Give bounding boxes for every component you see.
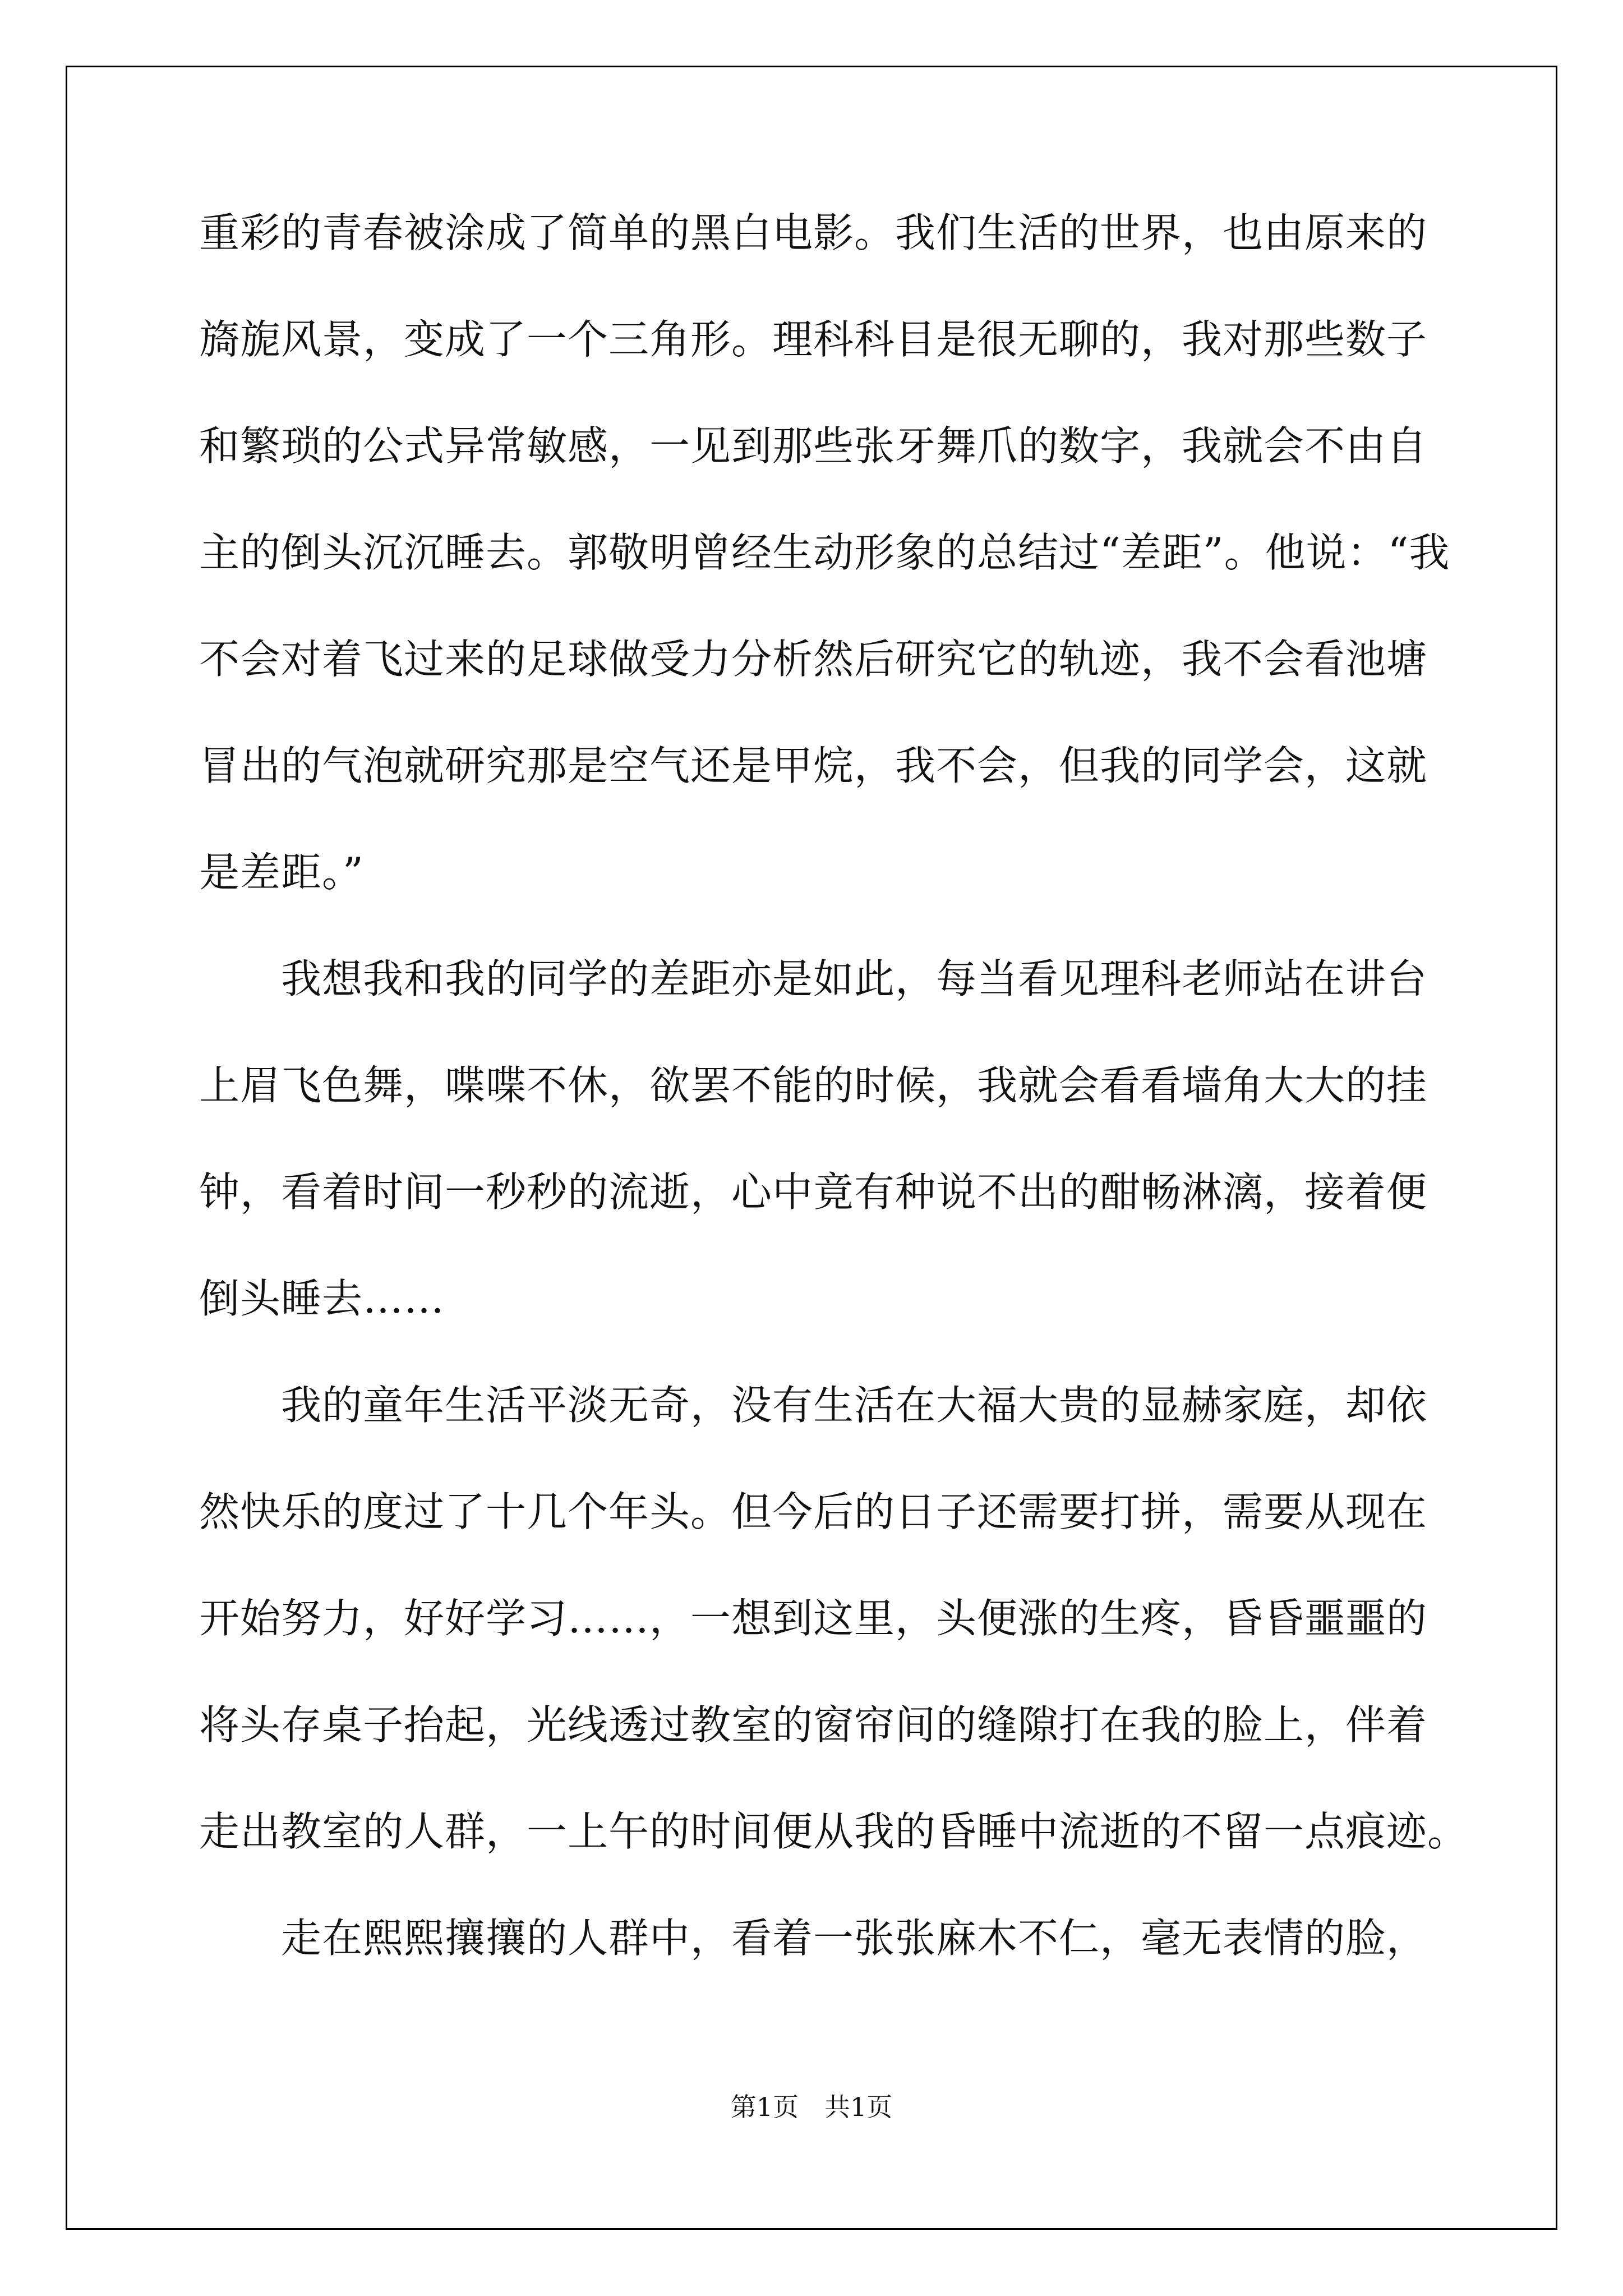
page-border bbox=[66, 66, 1557, 2230]
text-line-4: 主的倒头沉沉睡去。郭敬明曾经生动形象的总结过“差距”。他说：“我 bbox=[199, 529, 1450, 576]
text-line-9: 上眉飞色舞，喋喋不休，欲罢不能的时候，我就会看看墙角大大的挂 bbox=[199, 1062, 1428, 1109]
text-line-10: 钟，看着时间一秒秒的流逝，心中竟有种说不出的酣畅淋漓，接着便 bbox=[199, 1168, 1428, 1216]
text-line-3: 和繁琐的公式异常敏感，一见到那些张牙舞爪的数字，我就会不由自 bbox=[199, 422, 1428, 470]
text-line-8: 我想我和我的同学的差距亦是如此，每当看见理科老师站在讲台 bbox=[199, 955, 1428, 1002]
text-line-16: 走出教室的人群，一上午的时间便从我的昏睡中流逝的不留一点痕迹。 bbox=[199, 1808, 1469, 1855]
text-line-13: 然快乐的度过了十几个年头。但今后的日子还需要打拼，需要从现在 bbox=[199, 1488, 1428, 1535]
page-footer: 第1页 共1页 bbox=[730, 2092, 893, 2122]
text-line-5: 不会对着飞过来的足球做受力分析然后研究它的轨迹，我不会看池塘 bbox=[199, 636, 1428, 683]
text-line-2: 旖旎风景，变成了一个三角形。理科科目是很无聊的，我对那些数子 bbox=[199, 316, 1428, 363]
text-line-15: 将头存桌子抬起，光线透过教室的窗帘间的缝隙打在我的脸上，伴着 bbox=[199, 1701, 1428, 1749]
text-line-12: 我的童年生活平淡无奇，没有生活在大福大贵的显赫家庭，却依 bbox=[199, 1382, 1428, 1429]
text-line-1: 重彩的青春被涂成了简单的黑白电影。我们生活的世界，也由原来的 bbox=[199, 209, 1428, 256]
text-line-11: 倒头睡去…… bbox=[199, 1275, 445, 1322]
text-line-14: 开始努力，好好学习……，一想到这里，头便涨的生疼，昏昏噩噩的 bbox=[199, 1595, 1428, 1642]
text-line-6: 冒出的气泡就研究那是空气还是甲烷，我不会，但我的同学会，这就 bbox=[199, 742, 1428, 789]
text-line-17: 走在熙熙攘攘的人群中，看着一张张麻木不仁，毫无表情的脸， bbox=[199, 1915, 1428, 1962]
text-line-7: 是差距。” bbox=[199, 849, 364, 896]
